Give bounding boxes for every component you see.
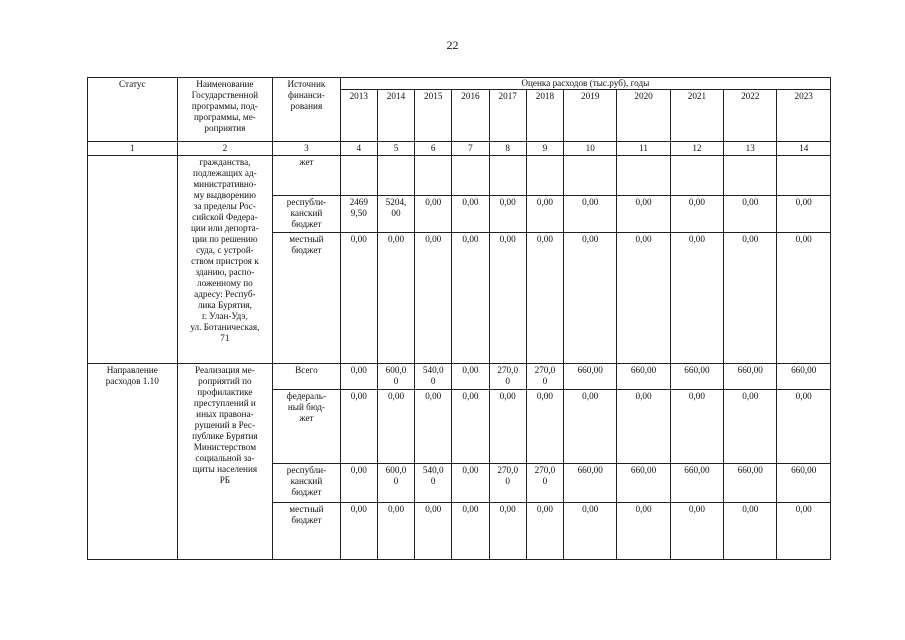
header-year: 2015 [415,90,452,142]
column-number: 5 [377,142,414,156]
row-value: 0,00 [526,503,563,560]
row-value: 0,00 [415,503,452,560]
row-value: 0,00 [377,390,414,464]
row-value: 0,00 [489,503,526,560]
header-row-top [88,78,831,90]
header-year: 2018 [526,90,563,142]
column-number: 11 [617,142,670,156]
row-value [670,156,723,196]
row-source: Всего [273,364,340,390]
row-value: 660,00 [670,364,723,390]
row-value: 0,00 [777,233,831,364]
row-value [340,156,377,196]
row-value: 0,00 [564,503,617,560]
header-status: Статус [88,78,178,142]
row-value: 0,00 [724,233,777,364]
row-value: 0,00 [617,196,670,233]
row-value: 540,0 0 [415,464,452,503]
row-value: 2469 9,50 [340,196,377,233]
row-value: 270,0 0 [489,464,526,503]
row-value: 5204, 00 [377,196,414,233]
row-value: 0,00 [670,196,723,233]
row-value: 270,0 0 [489,364,526,390]
row-value: 270,0 0 [526,464,563,503]
row-value: 0,00 [724,196,777,233]
row-source: местный бюджет [273,233,340,364]
row-value: 660,00 [724,464,777,503]
row-value: 0,00 [340,233,377,364]
header-year: 2019 [564,90,617,142]
column-number: 6 [415,142,452,156]
row-program-name: гражданства, подлежащих ад- министративно- му выдворению за пределы Рос- сийской Федера- ции или депорта- ции по решению суда, с устрой- ством пристроя к зданию, распо- ложенному по адресу: Респуб- лика Бурятия, г. Улан-Удэ, ул. Ботаническая, 71 [177,156,273,364]
row-value: 0,00 [452,464,489,503]
column-numbers-row [88,142,831,156]
row-value [617,156,670,196]
row-source: местный бюджет [273,503,340,560]
row-value: 0,00 [415,196,452,233]
page-number: 22 [446,38,459,52]
row-value [377,156,414,196]
row-value: 0,00 [489,233,526,364]
table-row [88,156,831,196]
row-value: 0,00 [564,196,617,233]
row-status [88,156,178,364]
row-value: 0,00 [452,503,489,560]
row-value: 0,00 [340,364,377,390]
row-value: 660,00 [564,364,617,390]
row-value: 0,00 [617,233,670,364]
header-source: Источник финанси- рования [273,78,340,142]
row-value: 0,00 [377,233,414,364]
row-value: 660,00 [724,364,777,390]
row-value: 0,00 [617,390,670,464]
row-value: 0,00 [452,196,489,233]
row-value: 540,0 0 [415,364,452,390]
header-year: 2022 [724,90,777,142]
column-number: 9 [526,142,563,156]
row-value: 0,00 [670,503,723,560]
row-value [415,156,452,196]
header-year: 2017 [489,90,526,142]
row-value: 0,00 [526,390,563,464]
header-year: 2021 [670,90,723,142]
row-value: 0,00 [724,503,777,560]
row-source: жет [273,156,340,196]
row-value: 0,00 [489,196,526,233]
column-number: 14 [777,142,831,156]
header-year: 2014 [377,90,414,142]
row-value: 0,00 [617,503,670,560]
row-value: 0,00 [670,233,723,364]
row-value: 0,00 [377,503,414,560]
row-value: 0,00 [452,233,489,364]
row-value: 0,00 [724,390,777,464]
row-value [777,156,831,196]
row-value: 660,00 [777,364,831,390]
row-value: 270,0 0 [526,364,563,390]
row-value: 0,00 [415,390,452,464]
header-estimate: Оценка расходов (тыс.руб), годы [340,78,830,90]
row-value: 660,00 [617,464,670,503]
header-year: 2013 [340,90,377,142]
row-program-name: Реализация ме- роприятий по профилактике преступлений и иных правона- рушений в Рес- публике Бурятия Министерством социальной за- щиты населения РБ [177,364,273,560]
row-value: 660,00 [617,364,670,390]
column-number: 1 [88,142,178,156]
header-year: 2023 [777,90,831,142]
header-year: 2020 [617,90,670,142]
column-number: 7 [452,142,489,156]
column-number: 13 [724,142,777,156]
row-value: 0,00 [340,503,377,560]
header-program-name: Наименование Государственной программы, под- программы, ме- роприятия [177,78,273,142]
column-number: 12 [670,142,723,156]
column-number: 10 [564,142,617,156]
row-value: 0,00 [340,464,377,503]
row-value [526,156,563,196]
row-value: 660,00 [564,464,617,503]
row-value: 0,00 [415,233,452,364]
row-source: федераль- ный бюд- жет [273,390,340,464]
row-value [724,156,777,196]
row-value: 0,00 [670,390,723,464]
row-value [489,156,526,196]
row-value: 0,00 [777,390,831,464]
row-value: 0,00 [564,390,617,464]
row-value: 0,00 [526,233,563,364]
row-source: республи- канский бюджет [273,464,340,503]
row-value [452,156,489,196]
column-number: 3 [273,142,340,156]
row-value: 0,00 [452,390,489,464]
table-row [88,364,831,390]
row-value: 0,00 [777,196,831,233]
column-number: 8 [489,142,526,156]
column-number: 4 [340,142,377,156]
header-year: 2016 [452,90,489,142]
row-value: 600,0 0 [377,364,414,390]
row-value: 0,00 [564,233,617,364]
row-value: 0,00 [340,390,377,464]
column-number: 2 [177,142,273,156]
row-value: 600,0 0 [377,464,414,503]
row-value: 0,00 [452,364,489,390]
row-value: 660,00 [670,464,723,503]
row-value: 0,00 [777,503,831,560]
row-value: 660,00 [777,464,831,503]
budget-table [87,77,831,560]
row-source: республи- канский бюджет [273,196,340,233]
row-value: 0,00 [526,196,563,233]
row-status: Направление расходов 1.10 [88,364,178,560]
row-value: 0,00 [489,390,526,464]
row-value [564,156,617,196]
